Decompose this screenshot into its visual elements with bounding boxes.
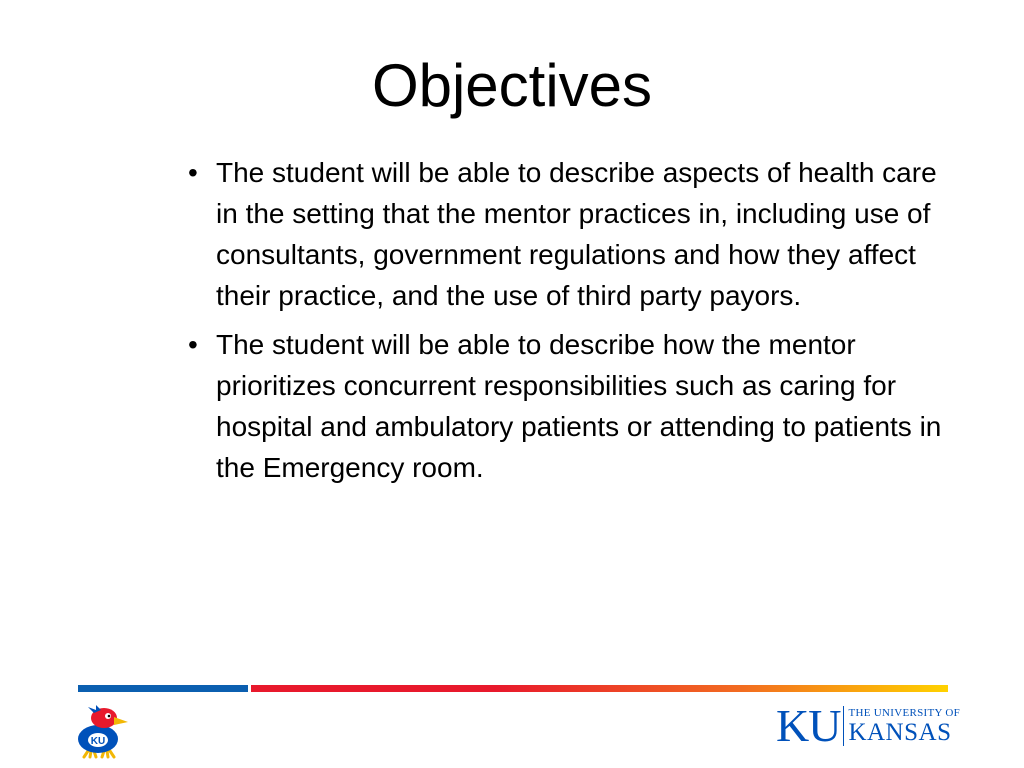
bullet-item (188, 324, 948, 488)
jayhawk-mascot-svg (74, 705, 130, 759)
ku-logo-letters: KU (776, 700, 841, 751)
bullet-dot-icon: • (188, 329, 198, 360)
jayhawk-ku-text: KU (90, 736, 106, 747)
university-logo (776, 700, 961, 751)
jayhawk-mascot-icon (74, 705, 130, 759)
footer-bar-gradient-segment (251, 685, 948, 692)
slide-title: Objectives (371, 52, 653, 119)
bullet-item (188, 152, 948, 316)
ku-logo-divider (843, 706, 844, 746)
ku-logo-line2: KANSAS (848, 719, 952, 746)
footer-color-bar (78, 685, 948, 692)
ku-logo-line1: THE UNIVERSITY OF (848, 707, 961, 719)
bullet-dot-icon: • (188, 157, 198, 188)
ku-logo-wordmark (848, 707, 960, 745)
footer-bar-blue-segment (78, 685, 248, 692)
bullet-text: The student will be able to describe how the mentor prioritizes concurrent responsibilities such as caring for hospital and ambulatory patients or attending to patients in the Emergency room. (216, 329, 942, 483)
bullet-list (188, 152, 948, 496)
bullet-text: The student will be able to describe aspects of health care in the setting that the mentor practices in, including use of consultants, government regulations and how they affect their practice, and the use of third party payors. (216, 157, 937, 311)
